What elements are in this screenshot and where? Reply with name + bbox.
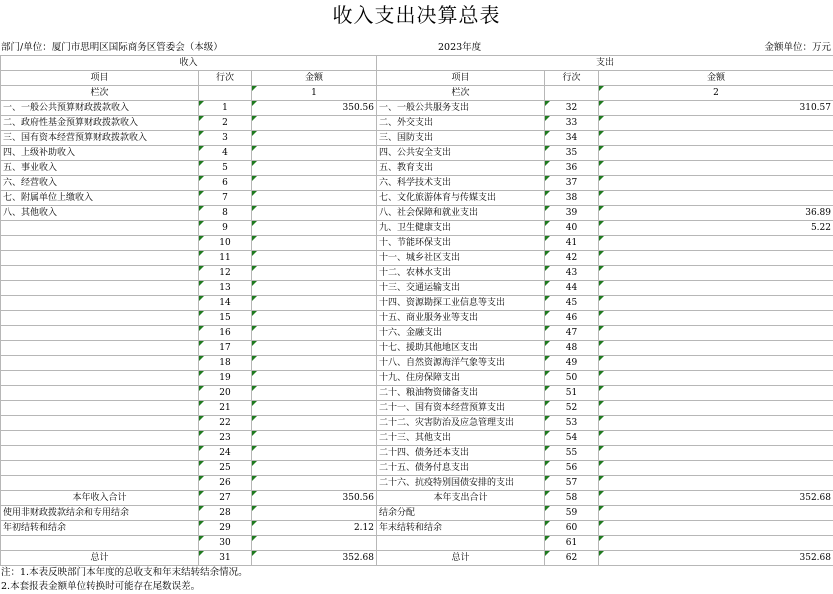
income-amount-cell [252, 311, 377, 326]
expense-item-cell: 二十、粮油物资储备支出 [377, 386, 545, 401]
expense-line-no-cell: 34 [545, 131, 599, 146]
expense-line-no-cell: 39 [545, 206, 599, 221]
table-row [1, 446, 833, 461]
income-item-cell [1, 416, 199, 431]
table-row [1, 461, 833, 476]
table-row [1, 476, 833, 491]
income-item-cell [1, 446, 199, 461]
table-row [1, 206, 833, 221]
expense-line-no-cell: 32 [545, 101, 599, 116]
expense-line-no-cell: 60 [545, 521, 599, 536]
income-amount-cell [252, 506, 377, 521]
income-amount-cell [252, 416, 377, 431]
income-line-no-cell: 21 [199, 401, 252, 416]
blank-row [0, 28, 833, 41]
income-amount-cell: 352.68 [252, 551, 377, 566]
expense-lanci-label: 栏次 [377, 86, 545, 101]
income-item-header: 项目 [1, 71, 199, 86]
expense-amount-cell [599, 371, 833, 386]
expense-item-cell: 十七、援助其他地区支出 [377, 341, 545, 356]
expense-line-no-cell: 52 [545, 401, 599, 416]
income-line-no-cell: 22 [199, 416, 252, 431]
table-row [1, 296, 833, 311]
expense-line-no-cell: 40 [545, 221, 599, 236]
income-item-cell: 二、政府性基金预算财政拨款收入 [1, 116, 199, 131]
expense-amount-cell [599, 311, 833, 326]
income-line-no-cell: 4 [199, 146, 252, 161]
table-row [1, 176, 833, 191]
income-line-no-cell: 1 [199, 101, 252, 116]
expense-line-no-cell: 59 [545, 506, 599, 521]
income-amount-cell: 350.56 [252, 491, 377, 506]
income-total-label-cell: 使用非财政拨款结余和专用结余 [1, 506, 199, 521]
table-row [1, 341, 833, 356]
expense-amount-cell [599, 476, 833, 491]
income-amount-cell [252, 536, 377, 551]
expense-amount-cell [599, 446, 833, 461]
expense-line-no-cell: 49 [545, 356, 599, 371]
expense-amount-cell: 36.89 [599, 206, 833, 221]
table-body [1, 101, 833, 566]
table-row [1, 251, 833, 266]
table-row [1, 131, 833, 146]
income-line-no-cell: 15 [199, 311, 252, 326]
expense-amount-cell: 352.68 [599, 491, 833, 506]
income-item-cell [1, 296, 199, 311]
expense-line-no-cell: 37 [545, 176, 599, 191]
income-line-no-cell: 6 [199, 176, 252, 191]
income-amount-cell [252, 476, 377, 491]
column-number-row [1, 86, 833, 101]
expense-amount-cell [599, 296, 833, 311]
income-amount-cell [252, 236, 377, 251]
income-amount-cell [252, 146, 377, 161]
expense-amount-cell [599, 191, 833, 206]
income-amount-cell [252, 176, 377, 191]
table-row [1, 116, 833, 131]
expense-line-no-cell: 38 [545, 191, 599, 206]
expense-line-no-cell: 35 [545, 146, 599, 161]
expense-column-number: 2 [599, 86, 833, 101]
income-item-cell [1, 356, 199, 371]
expense-item-cell: 十六、金融支出 [377, 326, 545, 341]
expense-item-cell: 四、公共安全支出 [377, 146, 545, 161]
income-line-no-cell: 3 [199, 131, 252, 146]
income-item-cell: 八、其他收入 [1, 206, 199, 221]
expense-line-no-cell: 46 [545, 311, 599, 326]
expense-amount-cell [599, 146, 833, 161]
income-item-cell [1, 266, 199, 281]
expense-line-no-cell: 58 [545, 491, 599, 506]
expense-line-no-cell: 47 [545, 326, 599, 341]
income-item-cell [1, 326, 199, 341]
income-line-header: 行次 [199, 71, 252, 86]
expense-amount-cell [599, 251, 833, 266]
income-item-cell [1, 371, 199, 386]
table-row [1, 236, 833, 251]
income-amount-cell [252, 206, 377, 221]
total-row [1, 536, 833, 551]
total-row [1, 506, 833, 521]
income-amount-cell [252, 386, 377, 401]
income-total-label-cell: 本年收入合计 [1, 491, 199, 506]
expense-item-cell: 二十三、其他支出 [377, 431, 545, 446]
income-amount-cell [252, 266, 377, 281]
expense-line-no-cell: 51 [545, 386, 599, 401]
income-line-no-cell: 18 [199, 356, 252, 371]
income-item-cell [1, 461, 199, 476]
income-total-label-cell: 总计 [1, 551, 199, 566]
income-amount-cell [252, 116, 377, 131]
expense-item-cell: 二十六、抗疫特别国债安排的支出 [377, 476, 545, 491]
income-line-no-cell: 11 [199, 251, 252, 266]
table-row [1, 266, 833, 281]
table-row [1, 356, 833, 371]
income-item-cell: 六、经营收入 [1, 176, 199, 191]
column-header-row [1, 71, 833, 86]
income-item-cell: 三、国有资本经营预算财政拨款收入 [1, 131, 199, 146]
income-amount-cell [252, 221, 377, 236]
table-row [1, 416, 833, 431]
income-amount-cell: 2.12 [252, 521, 377, 536]
table-row [1, 386, 833, 401]
income-line-no-cell: 17 [199, 341, 252, 356]
income-item-cell [1, 386, 199, 401]
expense-item-cell: 五、教育支出 [377, 161, 545, 176]
income-amount-cell [252, 296, 377, 311]
income-amount-cell [252, 431, 377, 446]
report-meta-row [0, 41, 833, 55]
expense-line-header: 行次 [545, 71, 599, 86]
income-item-cell: 四、上级补助收入 [1, 146, 199, 161]
income-amount-cell [252, 371, 377, 386]
expense-item-cell: 十四、资源勘探工业信息等支出 [377, 296, 545, 311]
expense-total-label-cell: 本年支出合计 [377, 491, 545, 506]
table-row [1, 101, 833, 116]
expense-amount-cell [599, 431, 833, 446]
expense-amount-cell [599, 356, 833, 371]
income-item-cell: 七、附属单位上缴收入 [1, 191, 199, 206]
expense-amount-cell [599, 401, 833, 416]
expense-amount-cell [599, 161, 833, 176]
income-item-cell [1, 281, 199, 296]
amount-unit-label: 金额单位：万元 [764, 41, 831, 55]
income-amount-cell [252, 251, 377, 266]
income-amount-cell [252, 401, 377, 416]
table-row [1, 326, 833, 341]
expense-line-no-cell: 33 [545, 116, 599, 131]
expense-amount-cell [599, 266, 833, 281]
expense-item-cell: 十二、农林水支出 [377, 266, 545, 281]
expense-item-cell: 二、外交支出 [377, 116, 545, 131]
income-amount-cell [252, 161, 377, 176]
table-row [1, 401, 833, 416]
expense-amount-cell [599, 521, 833, 536]
income-amount-cell [252, 131, 377, 146]
income-line-no-cell: 8 [199, 206, 252, 221]
expense-item-cell: 十九、住房保障支出 [377, 371, 545, 386]
expense-amount-cell [599, 236, 833, 251]
expense-line-no-cell: 36 [545, 161, 599, 176]
income-amount-cell [252, 461, 377, 476]
income-line-no-cell: 9 [199, 221, 252, 236]
income-line-no-cell: 7 [199, 191, 252, 206]
expense-item-cell: 二十四、债务还本支出 [377, 446, 545, 461]
income-line-no-cell: 13 [199, 281, 252, 296]
income-amount-cell [252, 326, 377, 341]
expense-amount-cell [599, 131, 833, 146]
income-line-no-cell: 25 [199, 461, 252, 476]
income-line-no-cell: 5 [199, 161, 252, 176]
income-amount-cell: 350.56 [252, 101, 377, 116]
fiscal-year-label: 2023年度 [438, 41, 481, 55]
income-line-no-cell: 14 [199, 296, 252, 311]
income-total-label-cell: 年初结转和结余 [1, 521, 199, 536]
income-item-cell [1, 401, 199, 416]
income-total-label-cell [1, 536, 199, 551]
total-row [1, 491, 833, 506]
report-title: 收入支出决算总表 [0, 0, 833, 28]
income-item-cell [1, 311, 199, 326]
expense-amount-cell: 310.57 [599, 101, 833, 116]
expense-line-no-cell: 44 [545, 281, 599, 296]
expense-amount-cell [599, 506, 833, 521]
expense-line-no-cell: 61 [545, 536, 599, 551]
table-row [1, 281, 833, 296]
expense-item-cell: 一、一般公共服务支出 [377, 101, 545, 116]
income-item-cell [1, 236, 199, 251]
income-item-cell [1, 476, 199, 491]
expense-section-header: 支出 [377, 56, 833, 71]
expense-item-cell: 十一、城乡社区支出 [377, 251, 545, 266]
expense-line-no-cell: 50 [545, 371, 599, 386]
income-line-no-cell: 10 [199, 236, 252, 251]
income-line-no-cell: 16 [199, 326, 252, 341]
table-row [1, 371, 833, 386]
income-line-no-cell: 29 [199, 521, 252, 536]
total-row [1, 551, 833, 566]
expense-line-no-cell: 53 [545, 416, 599, 431]
expense-item-cell: 九、卫生健康支出 [377, 221, 545, 236]
expense-total-label-cell: 总计 [377, 551, 545, 566]
table-row [1, 311, 833, 326]
income-line-no-cell: 27 [199, 491, 252, 506]
expense-item-cell: 二十五、债务付息支出 [377, 461, 545, 476]
expense-line-no-cell: 62 [545, 551, 599, 566]
table-row [1, 146, 833, 161]
expense-item-cell: 二十二、灾害防治及应急管理支出 [377, 416, 545, 431]
expense-item-cell: 十五、商业服务业等支出 [377, 311, 545, 326]
expense-line-no-cell: 45 [545, 296, 599, 311]
expense-line-no-cell: 54 [545, 431, 599, 446]
income-line-no-cell: 23 [199, 431, 252, 446]
expense-line-no-cell: 41 [545, 236, 599, 251]
expense-line-no-cell: 48 [545, 341, 599, 356]
expense-amount-cell [599, 281, 833, 296]
income-amount-cell [252, 356, 377, 371]
income-item-cell [1, 251, 199, 266]
expense-item-cell: 二十一、国有资本经营预算支出 [377, 401, 545, 416]
income-line-no-cell: 12 [199, 266, 252, 281]
expense-item-cell: 六、科学技术支出 [377, 176, 545, 191]
income-line-no-cell: 31 [199, 551, 252, 566]
note-line: 2.本套报表金额单位转换时可能存在尾数误差。 [1, 580, 833, 594]
notes [0, 566, 833, 594]
expense-item-cell: 十三、交通运输支出 [377, 281, 545, 296]
expense-total-label-cell: 结余分配 [377, 506, 545, 521]
expense-item-cell: 三、国防支出 [377, 131, 545, 146]
expense-lanci-blank [545, 86, 599, 101]
income-item-cell [1, 431, 199, 446]
expense-amount-cell [599, 326, 833, 341]
expense-line-no-cell: 43 [545, 266, 599, 281]
section-header-row [1, 56, 833, 71]
income-line-no-cell: 19 [199, 371, 252, 386]
expense-item-cell: 八、社会保障和就业支出 [377, 206, 545, 221]
income-line-no-cell: 2 [199, 116, 252, 131]
income-line-no-cell: 28 [199, 506, 252, 521]
note-line: 注：1.本表反映部门本年度的总收支和年末结转结余情况。 [1, 566, 833, 580]
expense-amount-cell [599, 416, 833, 431]
expense-amount-cell: 5.22 [599, 221, 833, 236]
income-lanci-blank [199, 86, 252, 101]
expense-amount-cell [599, 386, 833, 401]
income-expense-table [0, 55, 833, 566]
expense-total-label-cell [377, 536, 545, 551]
expense-amount-cell [599, 176, 833, 191]
income-amount-header: 金额 [252, 71, 377, 86]
income-item-cell: 五、事业收入 [1, 161, 199, 176]
expense-amount-cell [599, 341, 833, 356]
income-line-no-cell: 30 [199, 536, 252, 551]
table-row [1, 161, 833, 176]
income-line-no-cell: 26 [199, 476, 252, 491]
income-section-header: 收入 [1, 56, 377, 71]
expense-amount-cell [599, 116, 833, 131]
expense-total-label-cell: 年末结转和结余 [377, 521, 545, 536]
income-amount-cell [252, 281, 377, 296]
table-row [1, 431, 833, 446]
table-row [1, 221, 833, 236]
expense-amount-cell [599, 461, 833, 476]
expense-amount-cell [599, 536, 833, 551]
expense-item-header: 项目 [377, 71, 545, 86]
income-item-cell [1, 341, 199, 356]
income-amount-cell [252, 191, 377, 206]
income-line-no-cell: 24 [199, 446, 252, 461]
total-row [1, 521, 833, 536]
department-label: 部门/单位：厦门市思明区国际商务区管委会（本级） [1, 41, 223, 55]
expense-line-no-cell: 57 [545, 476, 599, 491]
expense-line-no-cell: 42 [545, 251, 599, 266]
table-row [1, 191, 833, 206]
income-line-no-cell: 20 [199, 386, 252, 401]
income-item-cell: 一、一般公共预算财政拨款收入 [1, 101, 199, 116]
income-amount-cell [252, 446, 377, 461]
income-lanci-label: 栏次 [1, 86, 199, 101]
income-amount-cell [252, 341, 377, 356]
expense-line-no-cell: 56 [545, 461, 599, 476]
expense-item-cell: 七、文化旅游体育与传媒支出 [377, 191, 545, 206]
income-item-cell [1, 221, 199, 236]
expense-item-cell: 十八、自然资源海洋气象等支出 [377, 356, 545, 371]
expense-item-cell: 十、节能环保支出 [377, 236, 545, 251]
income-column-number: 1 [252, 86, 377, 101]
expense-amount-header: 金额 [599, 71, 833, 86]
expense-line-no-cell: 55 [545, 446, 599, 461]
expense-amount-cell: 352.68 [599, 551, 833, 566]
